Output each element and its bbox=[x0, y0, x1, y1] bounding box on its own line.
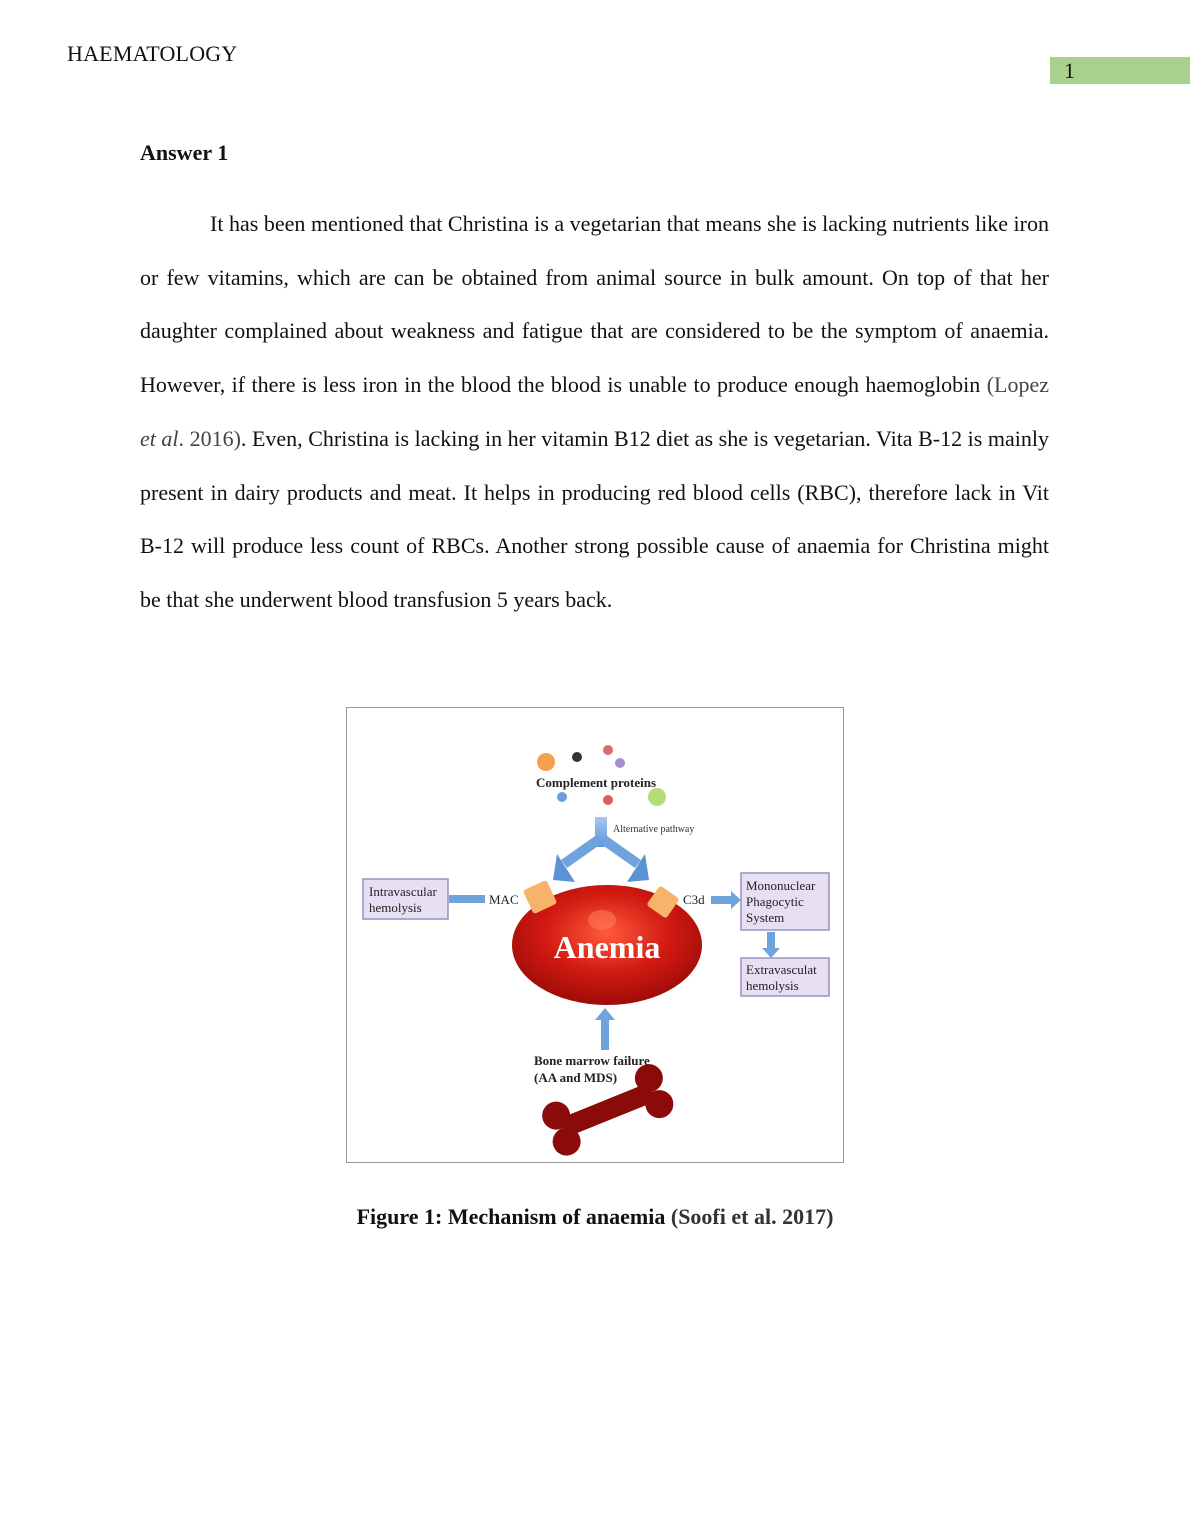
mps-label-1: Mononuclear bbox=[746, 878, 816, 893]
intravascular-label-1: Intravascular bbox=[369, 884, 437, 899]
citation-open: (Lopez bbox=[986, 372, 1049, 398]
bone-marrow-arrow bbox=[595, 1008, 615, 1050]
extravascular-label-2: hemolysis bbox=[746, 978, 799, 993]
mac-connector bbox=[449, 895, 485, 903]
bone-marrow-label-2: (AA and MDS) bbox=[534, 1070, 618, 1085]
citation-close: . 2016) bbox=[178, 425, 241, 451]
page-number: 1 bbox=[1064, 58, 1075, 83]
body-paragraph bbox=[140, 197, 1049, 627]
caption-citation: (Soofi et al. 2017) bbox=[670, 1204, 834, 1229]
citation-italic: et al bbox=[140, 425, 179, 451]
paragraph-text-1: It has been mentioned that Christina is a vegetarian that means she is lacking nutrients like iron or few vitamins, which are can be obtained from animal source in bulk amount. On top of that her daughter complained about weakness and fatigue that are considered to be the symptom of anaemia. However, if there is less iron in the blood the blood is unable to produce enough haemoglobin bbox=[140, 211, 1049, 398]
anemia-label: Anemia bbox=[553, 929, 661, 965]
section-heading: Answer 1 bbox=[140, 140, 229, 165]
page-number-bar bbox=[1050, 57, 1190, 84]
intravascular-label-2: hemolysis bbox=[369, 900, 422, 915]
caption-text: Figure 1: Mechanism of anaemia bbox=[356, 1204, 671, 1229]
complement-proteins-label: Complement proteins bbox=[536, 775, 657, 790]
c3d-arrow bbox=[711, 891, 741, 909]
bone-marrow-label-1: Bone marrow failure bbox=[534, 1053, 650, 1068]
extravascular-label-1: Extravasculat bbox=[746, 962, 817, 977]
mps-down-arrow bbox=[762, 932, 780, 958]
figure-caption bbox=[0, 1204, 1190, 1230]
paragraph-text-2: . Even, Christina is lacking in her vitamin B12 diet as she is vegetarian. Vita B-12 is mainly present in dairy products and meat. It helps in producing red blood cells (RBC), therefore lack in Vit B-12 will produce less count of RBCs. Another strong possible cause of anaemia for Christina might be that she underwent blood transfusion 5 years back. bbox=[140, 425, 1049, 612]
alternative-pathway-label: Alternative pathway bbox=[613, 824, 695, 835]
c3d-label: C3d bbox=[683, 892, 705, 907]
mac-label: MAC bbox=[489, 892, 519, 907]
mps-label-3: System bbox=[746, 910, 785, 925]
mps-label-2: Phagocytic bbox=[746, 894, 804, 909]
running-head: HAEMATOLOGY bbox=[67, 41, 238, 66]
figure-diagram bbox=[347, 708, 843, 1162]
figure-anaemia-mechanism bbox=[346, 707, 844, 1163]
